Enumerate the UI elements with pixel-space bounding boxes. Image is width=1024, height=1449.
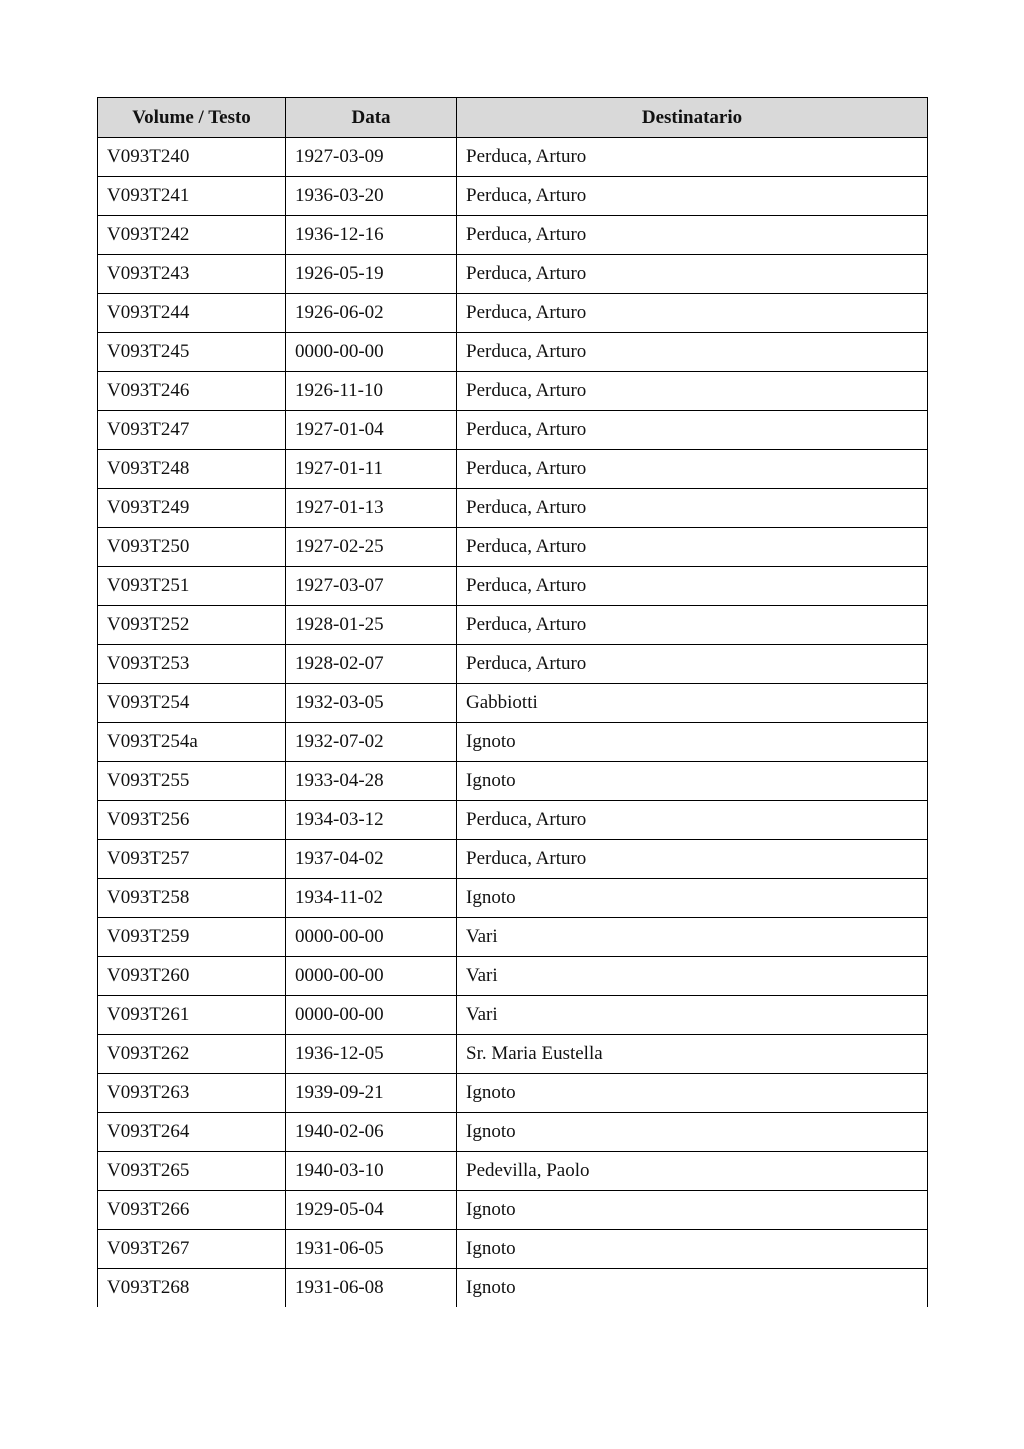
- cell-destinatario: Perduca, Arturo: [457, 840, 928, 879]
- table-row: [98, 801, 928, 840]
- table-row: [98, 1074, 928, 1113]
- cell-destinatario: Perduca, Arturo: [457, 255, 928, 294]
- table-row: [98, 138, 928, 177]
- cell-destinatario: Ignoto: [457, 1074, 928, 1113]
- cell-destinatario: Perduca, Arturo: [457, 333, 928, 372]
- cell-volume-testo: V093T252: [98, 606, 286, 645]
- cell-volume-testo: V093T242: [98, 216, 286, 255]
- table-row: [98, 957, 928, 996]
- cell-volume-testo: V093T259: [98, 918, 286, 957]
- cell-data: 1927-02-25: [286, 528, 457, 567]
- cell-data: 1934-03-12: [286, 801, 457, 840]
- cell-data: 1927-01-13: [286, 489, 457, 528]
- table-row: [98, 1191, 928, 1230]
- cell-data: 1926-11-10: [286, 372, 457, 411]
- table-row: [98, 489, 928, 528]
- header-volume-testo: Volume / Testo: [98, 98, 286, 138]
- cell-destinatario: Perduca, Arturo: [457, 216, 928, 255]
- cell-destinatario: Vari: [457, 918, 928, 957]
- cell-data: 1926-05-19: [286, 255, 457, 294]
- cell-data: 1937-04-02: [286, 840, 457, 879]
- cell-data: 1936-03-20: [286, 177, 457, 216]
- table-row: [98, 684, 928, 723]
- cell-volume-testo: V093T256: [98, 801, 286, 840]
- table-row: [98, 450, 928, 489]
- cell-data: 1931-06-05: [286, 1230, 457, 1269]
- cell-destinatario: Perduca, Arturo: [457, 801, 928, 840]
- cell-destinatario: Ignoto: [457, 879, 928, 918]
- table-row: [98, 177, 928, 216]
- cell-destinatario: Sr. Maria Eustella: [457, 1035, 928, 1074]
- header-destinatario: Destinatario: [457, 98, 928, 138]
- cell-destinatario: Perduca, Arturo: [457, 372, 928, 411]
- table-row: [98, 372, 928, 411]
- cell-volume-testo: V093T260: [98, 957, 286, 996]
- cell-volume-testo: V093T246: [98, 372, 286, 411]
- cell-data: 1929-05-04: [286, 1191, 457, 1230]
- cell-volume-testo: V093T254a: [98, 723, 286, 762]
- table-row: [98, 1269, 928, 1308]
- table-row: [98, 996, 928, 1035]
- cell-data: 1927-03-09: [286, 138, 457, 177]
- cell-volume-testo: V093T253: [98, 645, 286, 684]
- cell-data: 1940-02-06: [286, 1113, 457, 1152]
- cell-data: 0000-00-00: [286, 996, 457, 1035]
- table-row: [98, 723, 928, 762]
- cell-destinatario: Perduca, Arturo: [457, 450, 928, 489]
- cell-volume-testo: V093T258: [98, 879, 286, 918]
- cell-destinatario: Ignoto: [457, 1191, 928, 1230]
- cell-volume-testo: V093T244: [98, 294, 286, 333]
- cell-destinatario: Perduca, Arturo: [457, 528, 928, 567]
- cell-data: 1936-12-05: [286, 1035, 457, 1074]
- cell-volume-testo: V093T250: [98, 528, 286, 567]
- cell-volume-testo: V093T261: [98, 996, 286, 1035]
- table-row: [98, 528, 928, 567]
- cell-volume-testo: V093T245: [98, 333, 286, 372]
- cell-data: 1927-03-07: [286, 567, 457, 606]
- table-row: [98, 255, 928, 294]
- table-row: [98, 840, 928, 879]
- cell-volume-testo: V093T264: [98, 1113, 286, 1152]
- letters-table: [97, 97, 928, 1307]
- table-row: [98, 1113, 928, 1152]
- cell-data: 1940-03-10: [286, 1152, 457, 1191]
- cell-destinatario: Perduca, Arturo: [457, 489, 928, 528]
- table-row: [98, 645, 928, 684]
- table-row: [98, 918, 928, 957]
- cell-destinatario: Ignoto: [457, 1230, 928, 1269]
- cell-data: 1931-06-08: [286, 1269, 457, 1308]
- table-row: [98, 294, 928, 333]
- cell-destinatario: Perduca, Arturo: [457, 411, 928, 450]
- cell-data: 1936-12-16: [286, 216, 457, 255]
- cell-destinatario: Perduca, Arturo: [457, 294, 928, 333]
- cell-data: 1927-01-11: [286, 450, 457, 489]
- table-row: [98, 216, 928, 255]
- cell-destinatario: Vari: [457, 957, 928, 996]
- cell-data: 0000-00-00: [286, 957, 457, 996]
- cell-volume-testo: V093T247: [98, 411, 286, 450]
- cell-volume-testo: V093T263: [98, 1074, 286, 1113]
- cell-destinatario: Vari: [457, 996, 928, 1035]
- cell-volume-testo: V093T254: [98, 684, 286, 723]
- header-data: Data: [286, 98, 457, 138]
- table-row: [98, 1035, 928, 1074]
- cell-destinatario: Perduca, Arturo: [457, 606, 928, 645]
- cell-destinatario: Ignoto: [457, 1113, 928, 1152]
- cell-destinatario: Perduca, Arturo: [457, 138, 928, 177]
- cell-volume-testo: V093T248: [98, 450, 286, 489]
- cell-volume-testo: V093T249: [98, 489, 286, 528]
- cell-data: 1927-01-04: [286, 411, 457, 450]
- cell-data: 1928-02-07: [286, 645, 457, 684]
- cell-destinatario: Gabbiotti: [457, 684, 928, 723]
- cell-data: 1933-04-28: [286, 762, 457, 801]
- cell-volume-testo: V093T267: [98, 1230, 286, 1269]
- table-row: [98, 567, 928, 606]
- cell-volume-testo: V093T241: [98, 177, 286, 216]
- cell-destinatario: Perduca, Arturo: [457, 645, 928, 684]
- cell-volume-testo: V093T266: [98, 1191, 286, 1230]
- table-row: [98, 1230, 928, 1269]
- cell-data: 1932-03-05: [286, 684, 457, 723]
- cell-data: 1926-06-02: [286, 294, 457, 333]
- cell-data: 0000-00-00: [286, 918, 457, 957]
- table-row: [98, 411, 928, 450]
- table-body: [98, 138, 928, 1308]
- table-row: [98, 606, 928, 645]
- cell-volume-testo: V093T262: [98, 1035, 286, 1074]
- cell-data: 0000-00-00: [286, 333, 457, 372]
- cell-volume-testo: V093T268: [98, 1269, 286, 1308]
- table-header-row: [98, 98, 928, 138]
- cell-destinatario: Perduca, Arturo: [457, 567, 928, 606]
- cell-data: 1934-11-02: [286, 879, 457, 918]
- cell-volume-testo: V093T257: [98, 840, 286, 879]
- table-row: [98, 762, 928, 801]
- cell-destinatario: Pedevilla, Paolo: [457, 1152, 928, 1191]
- table-row: [98, 1152, 928, 1191]
- cell-data: 1932-07-02: [286, 723, 457, 762]
- cell-volume-testo: V093T255: [98, 762, 286, 801]
- cell-destinatario: Ignoto: [457, 723, 928, 762]
- cell-volume-testo: V093T240: [98, 138, 286, 177]
- cell-data: 1939-09-21: [286, 1074, 457, 1113]
- cell-volume-testo: V093T251: [98, 567, 286, 606]
- cell-destinatario: Perduca, Arturo: [457, 177, 928, 216]
- table-row: [98, 333, 928, 372]
- cell-destinatario: Ignoto: [457, 1269, 928, 1308]
- cell-volume-testo: V093T265: [98, 1152, 286, 1191]
- cell-destinatario: Ignoto: [457, 762, 928, 801]
- cell-data: 1928-01-25: [286, 606, 457, 645]
- cell-volume-testo: V093T243: [98, 255, 286, 294]
- table-row: [98, 879, 928, 918]
